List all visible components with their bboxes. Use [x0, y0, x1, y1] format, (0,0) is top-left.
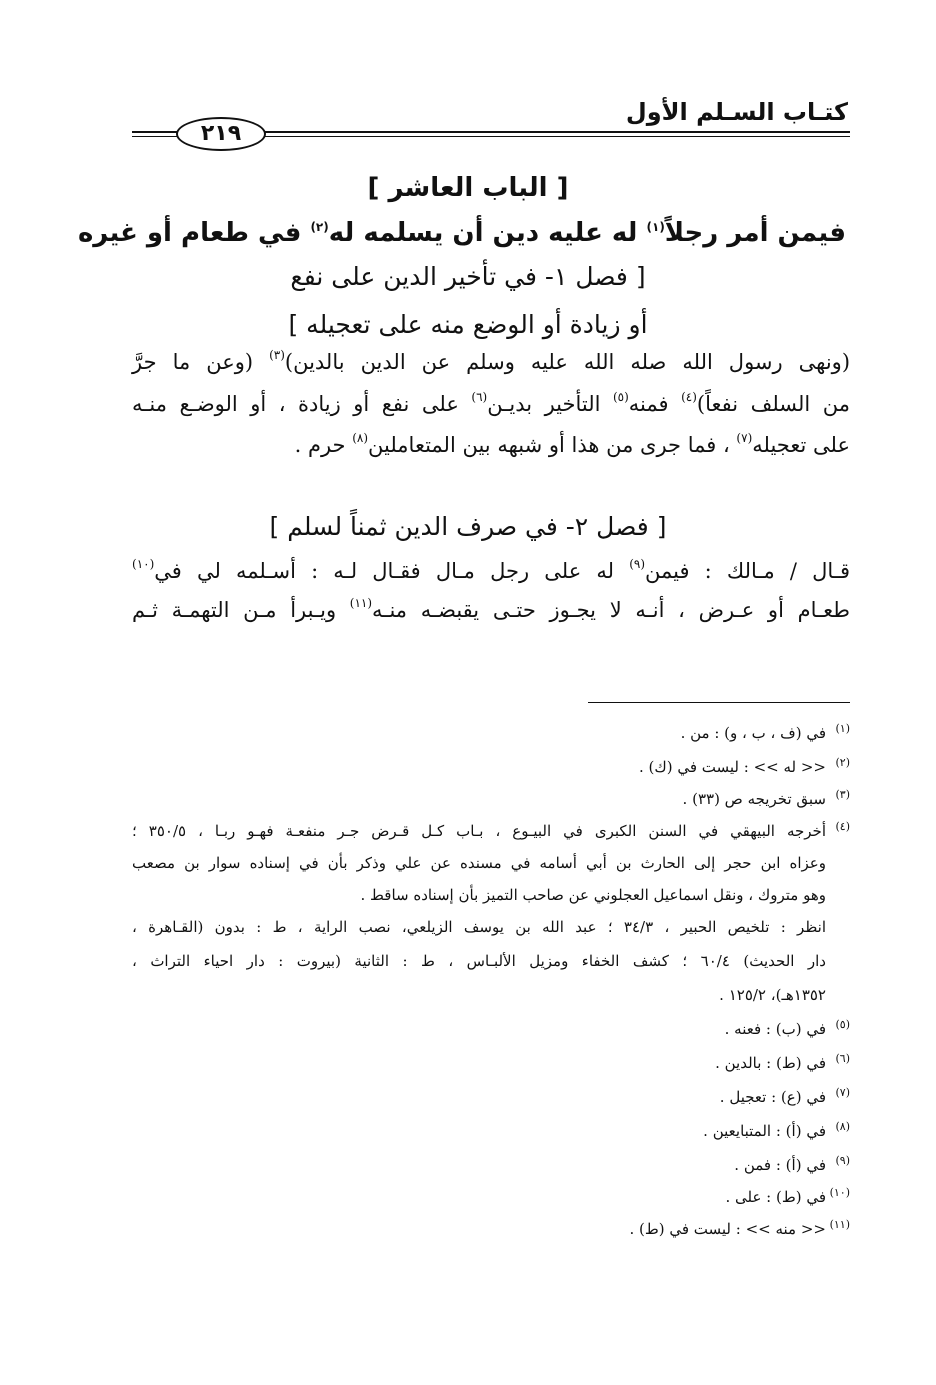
footnote-ref: (٢): [310, 220, 329, 234]
footnote: (٦)في (ط) : بالدين .: [715, 1052, 850, 1072]
footnote-line: وعزاه ابن حجر إلى الحارث بن أبي أسامه في مسنده عن علي وذكر بأن في إسناده سوار بن مصعب: [132, 854, 826, 872]
chapter-title: فيمن أمر رجلاً$^{(١)}$ له عليه دين أن يسلمه له$^{(٢)}$ في طعام أو غيره: [77, 218, 846, 248]
footnote: (٥)في (ب) : فعنه .: [724, 1018, 850, 1038]
section-2-heading: [ فصل ٢- في صرف الدين ثمناً لسلم ]: [269, 512, 667, 541]
paragraph-line: (ونهى رسول الله صله الله عليه وسلم عن الدين بالدين)$^{(٣)}$ (وعن ما جرَّ: [132, 348, 851, 374]
section-1-heading: [ فصل ١- في تأخير الدين على نفع: [290, 262, 646, 291]
footnote-ref: (٤): [681, 390, 697, 404]
footnote-line: ١٣٥٢هـ)، ١٢٥/٢ .: [719, 986, 826, 1004]
paragraph-line: من السلف نفعاً)$^{(٤)}$ فمنه$^{(٥)}$ التأخير بديـن$^{(٦)}$ على نفع أو زيادة ، أو الوضـع منـه: [132, 390, 850, 416]
footnote-ref: (٣): [269, 348, 285, 362]
page-number: ٢١٩: [176, 117, 266, 151]
footnote: (٣)سبق تخريجه ص (٣٣) .: [682, 788, 850, 808]
section-1-heading-cont: أو زيادة أو الوضع منه على تعجيله ]: [288, 310, 648, 339]
footnote: (١٠)في (ط) : على .: [725, 1186, 850, 1206]
footnote-ref: (٩): [629, 557, 646, 571]
footnote: (٨)في (أ) : المتبايعين .: [703, 1120, 850, 1140]
footnote: (٩)في (أ) : فمن .: [734, 1154, 850, 1174]
footnote-ref: (١٠): [132, 557, 155, 571]
footnote-ref: (٨): [352, 431, 369, 445]
footnote-line: دار الحديث) ٦٠/٤ ؛ كشف الخفاء ومزيل الألبـاس ، ط : الثانية (بيروت : دار احياء التراث ،: [132, 952, 826, 970]
footnote: (٢)<< له >> : ليست في (ك) .: [638, 756, 850, 776]
footnote-ref: (٥): [612, 390, 629, 404]
footnote: (٧)في (ع) : تعجيل .: [719, 1086, 850, 1106]
chapter-label: [ الباب العاشر ]: [367, 173, 569, 203]
footnote: (٤)أخرجه البيهقي في السنن الكبرى في البيـوع ، بـاب كـل قـرض جـر منفعـة فهـو ربـا ، ٣٥٠/٥ ؛: [132, 820, 850, 840]
footnote-line: وهو متروك ، ونقل اسماعيل العجلوني عن صاحب التميز بأن إسناده ساقط .: [360, 886, 826, 904]
footnote-ref: (١١): [349, 596, 373, 610]
paragraph-line: طعـام أو عـرض ، أنـه لا يجـوز حتـى يقبضـه منـه$^{(١١)}$ ويـبرأ مـن التهمـة ثـم: [132, 596, 850, 622]
footnote-separator: [588, 702, 850, 703]
footnote: (١١)<< منه >> : ليست في (ط) .: [629, 1218, 850, 1238]
footnote: (١)في (ف ، ب ، و) : من .: [680, 722, 850, 742]
paragraph-line: قـال / مـالك : فيمن$^{(٩)}$ له على رجل مـال فقـال لـه : أسـلمه لي في$^{(١٠)}$: [132, 557, 850, 583]
footnote-ref: (٧): [736, 431, 753, 445]
footnote-ref: (١): [646, 220, 665, 234]
footnote-ref: (٦): [471, 390, 488, 404]
footnote-line: انظر : تلخيص الحبير ، ٣٤/٣ ؛ عبد الله بن يوسف الزيلعي، نصب الراية ، ط : بدون (القـاهرة ،: [132, 918, 826, 936]
paragraph-line: على تعجيله$^{(٧)}$ ، فما جرى من هذا أو شبهه بين المتعاملين$^{(٨)}$ حرم .: [294, 431, 850, 457]
running-header-title: كتـاب السـلم الأول: [625, 98, 848, 126]
